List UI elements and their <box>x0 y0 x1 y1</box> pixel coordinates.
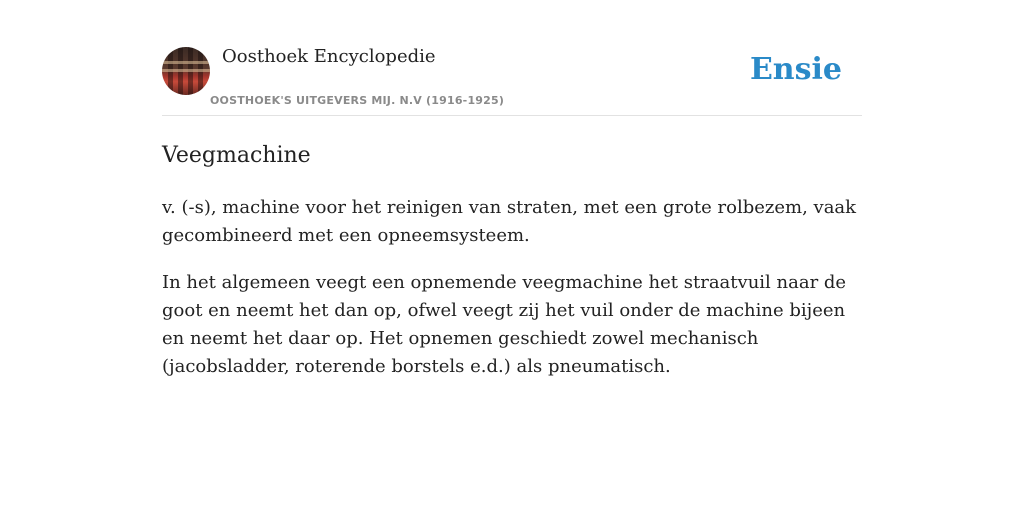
description-paragraph: In het algemeen veegt een opnemende veegmachine het straatvuil naar de goot en neemt het dan op, ofwel veegt zij het vuil onder de machine bijeen en neemt het daar op. Het opnemen geschiedt zowel mechanisch (jacobsladder, roterende borstels e.d.) als pneumatisch. <box>162 272 847 377</box>
encyclopedia-books-icon[interactable] <box>162 47 210 95</box>
ensie-logo[interactable]: Ensie <box>749 52 842 87</box>
entry-card <box>162 44 862 381</box>
definition-paragraph: v. (-s), machine voor het reinigen van straten, met een grote rolbezem, vaak gecombineerd met een opneemsysteem. <box>162 197 857 246</box>
site-title[interactable]: Oosthoek Encyclopedie <box>222 46 436 67</box>
publisher-label: OOSTHOEK'S UITGEVERS MIJ. N.V (1916-1925) <box>210 94 505 107</box>
entry-title: Veegmachine <box>162 143 311 168</box>
header <box>162 44 862 116</box>
